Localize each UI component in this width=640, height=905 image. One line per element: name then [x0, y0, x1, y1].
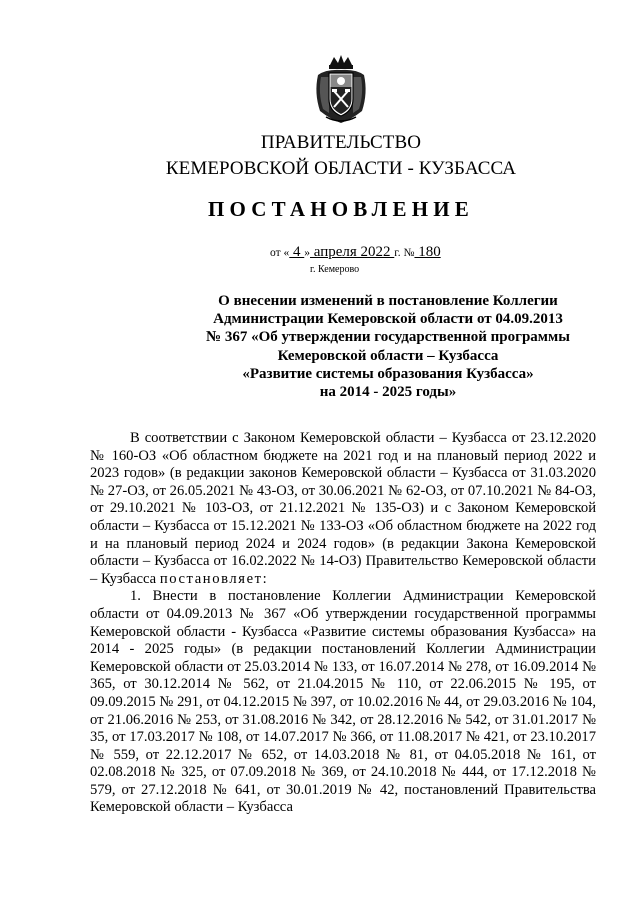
date-prefix: от «: [270, 247, 290, 259]
city-name: г. Кемерово: [310, 264, 360, 275]
subject-line: «Развитие системы образования Кузбасса»: [242, 365, 534, 382]
government-title-line1: ПРАВИТЕЛЬСТВО: [260, 132, 422, 153]
document-body: [90, 430, 596, 817]
date-day: 4: [289, 244, 305, 260]
document-type-title: ПОСТАНОВЛЕНИЕ: [207, 197, 475, 221]
subject-line: на 2014 - 2025 годы»: [319, 384, 457, 401]
body-paragraph: [90, 430, 596, 588]
government-title-line2: КЕМЕРОВСКОЙ ОБЛАСТИ - КУЗБАССА: [165, 158, 517, 179]
resolves-word: постановляет:: [159, 570, 269, 587]
document-number: 180: [414, 244, 441, 260]
date-number-line: [270, 244, 441, 261]
date-close: »: [304, 247, 310, 259]
year-abbr: г.: [394, 247, 401, 259]
preamble-text: В соответствии с Законом Кемеровской области – Кузбасса от 23.12.2020 № 160-ОЗ «Об областном бюджете на 2021 год и на плановый период 2022 и 2023 годов» (в редакции законов Кемеровской области – Кузбасса от 31.03.2020 № 27-ОЗ, от 26.05.2021 № 43-ОЗ, от 30.06.2021 № 62-ОЗ, от 07.10.2021 № 84-ОЗ, от 29.10.2021 № 103-ОЗ, от 21.12.2021 № 135-ОЗ) и с Законом Кемеровской области – Кузбасса от 15.12.2021 № 133-ОЗ «Об областном бюджете на 2022 год и на плановый период 2024 и 2024 годов» (в редакции Закона Кемеровской области – Кузбасса от 16.02.2022 № 14-ОЗ) Правительство Кемеровской области – Кузбасса: [90, 430, 596, 587]
body-paragraph: 1. Внести в постановление Коллегии Администрации Кемеровской области от 04.09.2013 № 367 «Об утверждении государственной программы Кемеровской области - Кузбасса «Развитие системы образования Кузбасса» на 2014 - 2025 годы» (в редакции постановлений Коллегии Администрации Кемеровской области от 25.03.2014 № 133, от 16.07.2014 № 278, от 16.09.2014 № 365, от 30.12.2014 № 562, от 21.04.2015 № 110, от 22.06.2015 № 195, от 09.09.2015 № 291, от 04.12.2015 № 397, от 10.02.2016 № 44, от 29.03.2016 № 104, от 21.06.2016 № 253, от 31.08.2016 № 342, от 28.12.2016 № 542, от 31.01.2017 № 35, от 17.03.2017 № 108, от 14.07.2017 № 366, от 11.08.2017 № 421, от 23.10.2017 № 559, от 22.12.2017 № 652, от 14.03.2018 № 81, от 04.05.2018 № 161, от 02.08.2018 № 325, от 07.09.2018 № 369, от 24.10.2018 № 444, от 17.12.2018 № 579, от 27.12.2018 № 641, от 30.01.2019 № 42, постановлений Правительства Кемеровской области – Кузбасса: [90, 588, 596, 816]
kemerovo-coat-of-arms-icon: [312, 53, 370, 125]
date-month-year: апреля 2022: [310, 244, 395, 260]
subject-line: Администрации Кемеровской области от 04.09.2013: [213, 311, 563, 328]
number-label: №: [403, 247, 415, 259]
subject-line: Кемеровской области – Кузбасса: [277, 347, 499, 364]
subject-line: О внесении изменений в постановление Коллегии: [218, 293, 558, 309]
subject-line: № 367 «Об утверждении государственной программы: [206, 329, 570, 346]
document-subject: [90, 292, 640, 401]
